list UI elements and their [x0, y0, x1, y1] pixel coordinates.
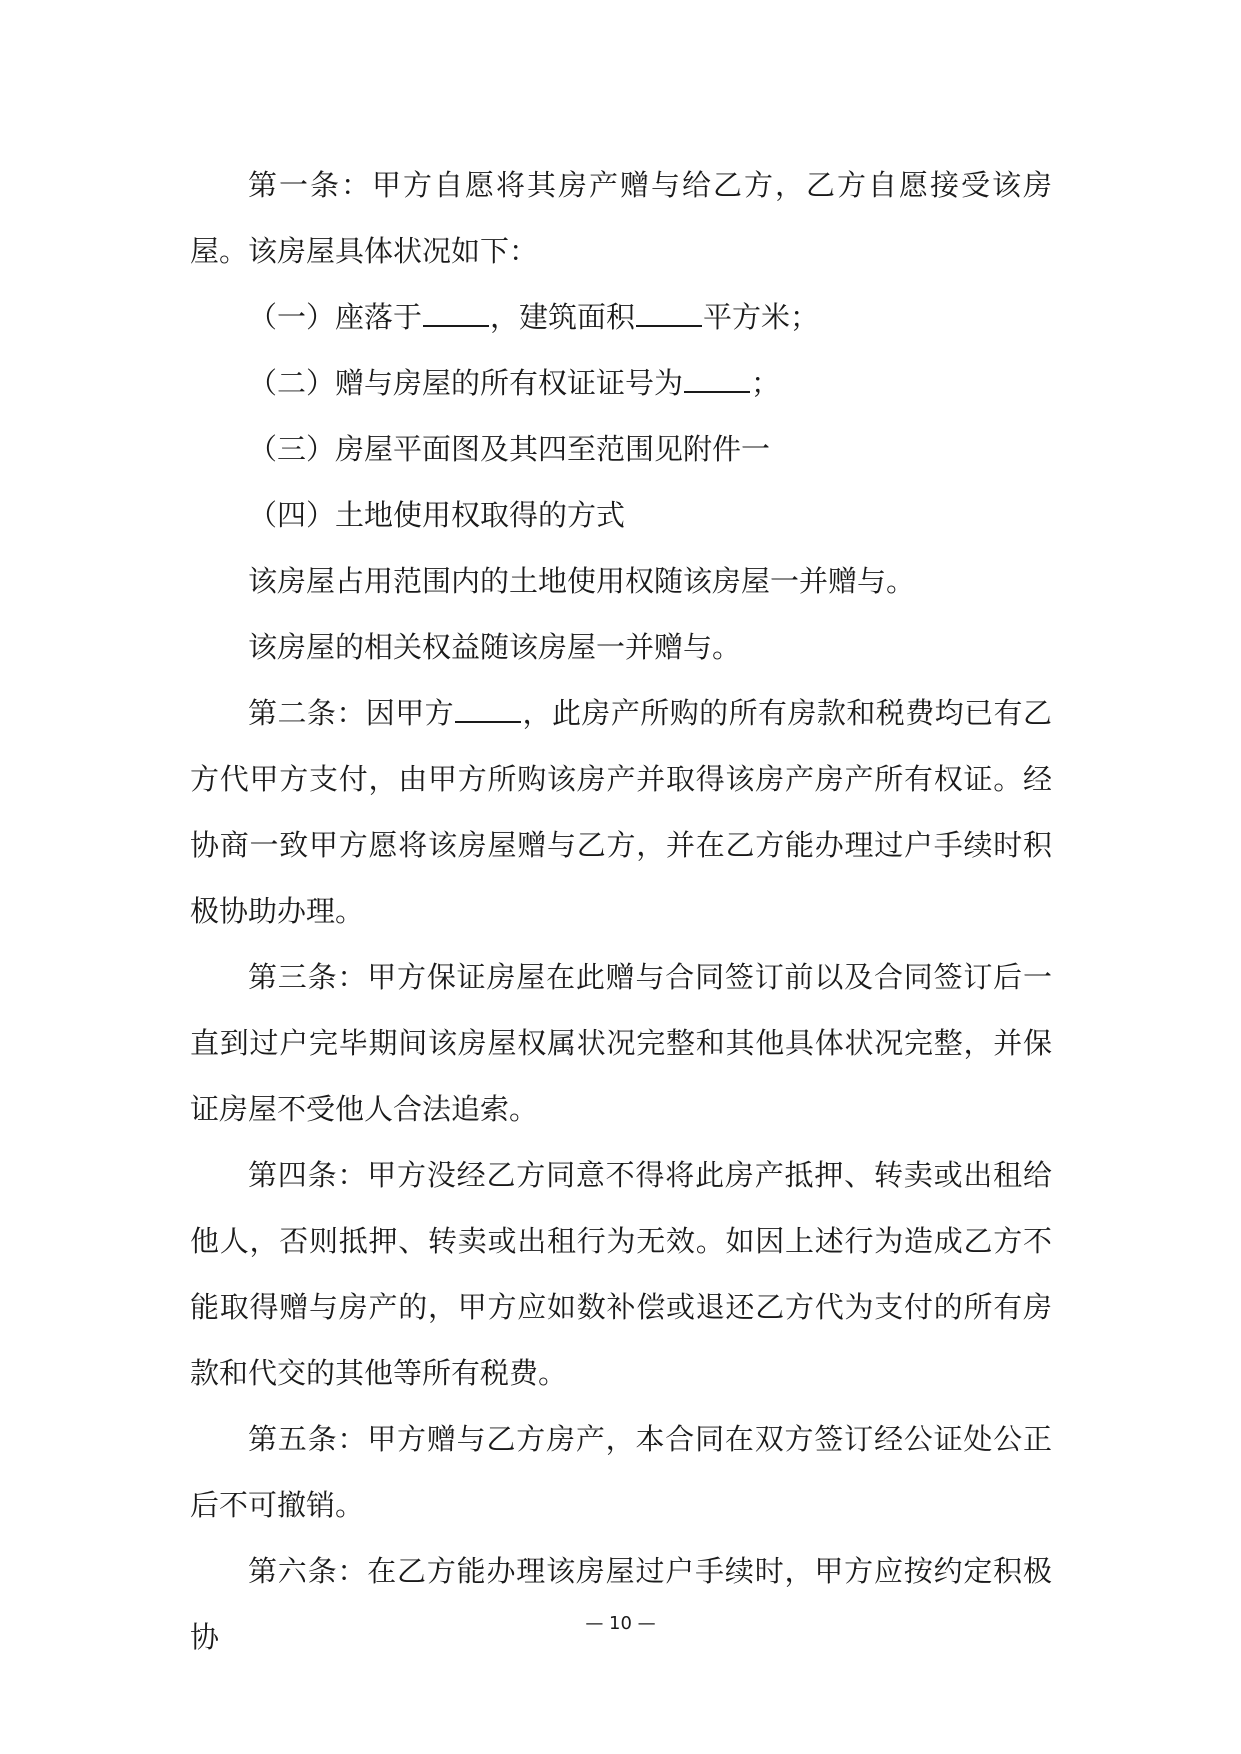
- area-blank[interactable]: [636, 299, 702, 327]
- article-1-item-2: [190, 350, 1052, 416]
- article-3: 第三条：甲方保证房屋在此赠与合同签订前以及合同签订后一直到过户完毕期间该房屋权属状况完整和其他具体状况完整，并保证房屋不受他人合法追索。: [190, 960, 1052, 1126]
- page-number: — 10 —: [585, 1613, 656, 1634]
- location-blank[interactable]: [423, 299, 489, 327]
- article-5: 第五条：甲方赠与乙方房产，本合同在双方签订经公证处公正后不可撤销。: [190, 1422, 1052, 1522]
- document-body: [190, 152, 1052, 1670]
- item-1-location-label: （一）座落于: [248, 300, 423, 334]
- article-1-land-use: 该房屋占用范围内的土地使用权随该房屋一并赠与。: [248, 564, 916, 598]
- article-1-item-1: [190, 284, 1052, 350]
- article-2-start: 第二条：因甲方: [248, 696, 455, 730]
- item-2-end: ；: [751, 366, 781, 400]
- item-1-area-label: ，建筑面积: [490, 300, 636, 334]
- article-6: 第六条：在乙方能办理该房屋过户手续时，甲方应按约定积极协: [190, 1554, 1052, 1654]
- certificate-number-blank[interactable]: [684, 365, 750, 393]
- article-1-intro: 第一条：甲方自愿将其房产赠与给乙方，乙方自愿接受该房屋。该房屋具体状况如下：: [190, 168, 1052, 268]
- item-2-label: （二）赠与房屋的所有权证证号为: [248, 366, 684, 400]
- article-2-rest: ，此房产所购的所有房款和税费均已有乙方代甲方支付，由甲方所购该房产并取得该房产房产所有权证。经协商一致甲方愿将该房屋赠与乙方，并在乙方能办理过户手续时积极协助办理。: [190, 696, 1052, 928]
- article-1-item-4: （四）土地使用权取得的方式: [248, 498, 626, 532]
- article-1-rights: 该房屋的相关权益随该房屋一并赠与。: [248, 630, 742, 664]
- article-1-item-3: （三）房屋平面图及其四至范围见附件一: [248, 432, 771, 466]
- article-2: [190, 680, 1052, 944]
- reason-blank[interactable]: [455, 695, 521, 723]
- article-4: 第四条：甲方没经乙方同意不得将此房产抵押、转卖或出租给他人，否则抵押、转卖或出租行为无效。如因上述行为造成乙方不能取得赠与房产的，甲方应如数补偿或退还乙方代为支付的所有房款和代交的其他等所有税费。: [190, 1158, 1052, 1390]
- item-1-unit-label: 平方米；: [703, 300, 820, 334]
